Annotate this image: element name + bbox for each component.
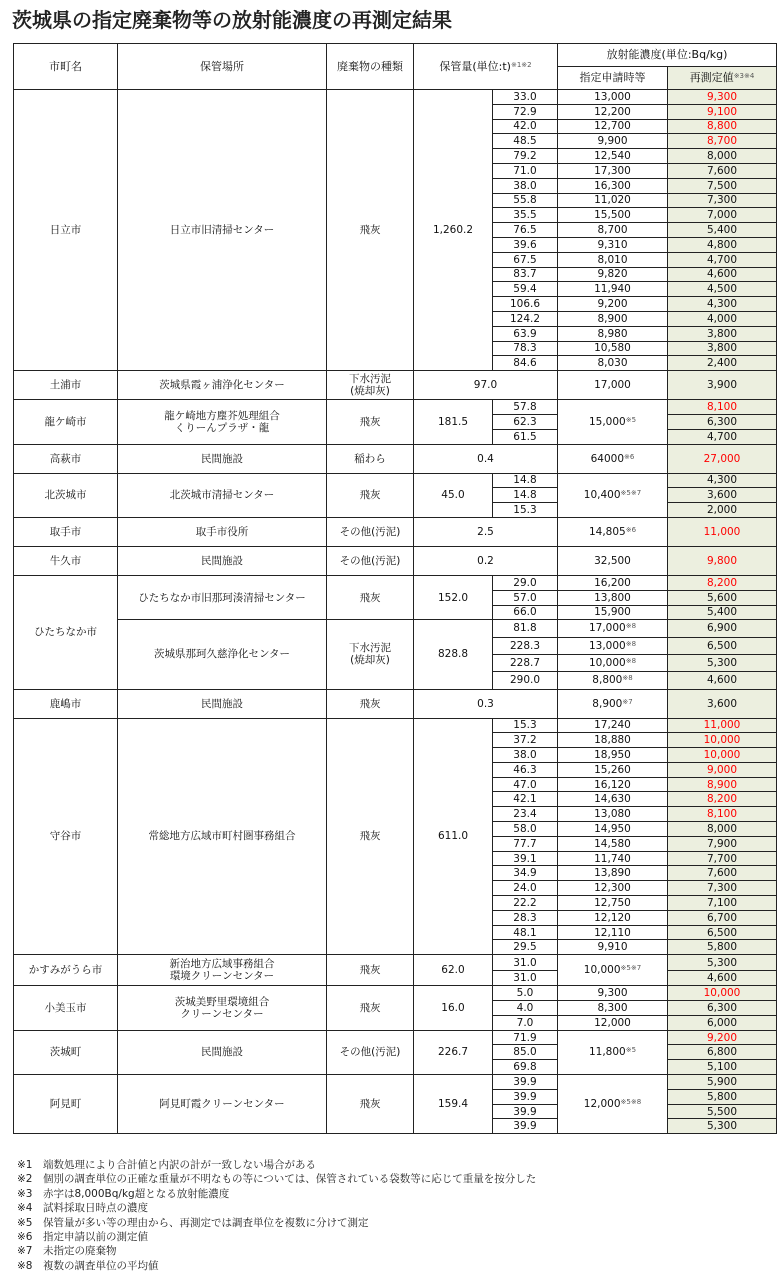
initial-value-cell: 11,800$^{※5}$ [558,1030,668,1074]
place-cell: 日立市旧清掃センター [118,90,327,371]
footnote: ※8 複数の調査単位の平均値 [17,1259,159,1272]
table-row [14,1075,777,1090]
municipality-cell: 鹿嶋市 [14,689,118,718]
initial-value-cell: 17,240 [558,718,668,733]
table-body [14,90,777,1134]
waste-type-cell: その他(汚泥) [327,517,414,546]
amount-unit-cell: 22.2 [493,896,558,911]
initial-value-cell: 10,580 [558,341,668,356]
place-cell: 茨城美野里環境組合 クリーンセンター [118,986,327,1030]
footnote-ref: ※6 [624,452,635,461]
waste-type-cell: 飛灰 [327,575,414,619]
initial-value-cell: 12,750 [558,896,668,911]
header-remeasured [668,67,777,90]
amount-unit-cell: 71.0 [493,163,558,178]
amount-unit-cell: 72.9 [493,104,558,119]
remeasured-value-cell: 7,600 [668,163,777,178]
amount-total-cell: 159.4 [414,1075,493,1134]
amount-unit-cell: 61.5 [493,429,558,444]
remeasured-value-cell: 9,200 [668,1030,777,1045]
initial-value-cell: 8,900 [558,311,668,326]
amount-unit-cell: 39.9 [493,1119,558,1134]
initial-value-cell: 8,030 [558,356,668,371]
header-amount-note: ※1※2 [510,60,532,69]
remeasured-value-cell: 6,900 [668,620,777,637]
remeasured-value-cell: 5,300 [668,1119,777,1134]
initial-value-cell: 32,500 [558,546,668,575]
table-row [14,1030,777,1045]
municipality-cell: 高萩市 [14,444,118,473]
remeasured-value-cell: 27,000 [668,444,777,473]
initial-value-cell: 14,580 [558,836,668,851]
table-row [14,400,777,415]
footnote-ref: ※7 [622,697,633,706]
header-municipality: 市町名 [14,44,118,90]
amount-unit-cell: 78.3 [493,341,558,356]
amount-unit-cell: 37.2 [493,733,558,748]
initial-value-cell: 9,820 [558,267,668,282]
amount-unit-cell: 4.0 [493,1001,558,1016]
initial-value-cell: 11,940 [558,282,668,297]
municipality-cell: 日立市 [14,90,118,371]
header-remeasured-label: 再測定値 [689,71,734,84]
amount-unit-cell: 106.6 [493,297,558,312]
municipality-cell: 阿見町 [14,1075,118,1134]
remeasured-value-cell: 4,300 [668,473,777,488]
table-row [14,546,777,575]
amount-unit-cell: 28.3 [493,910,558,925]
place-cell: 民間施設 [118,444,327,473]
table-row [14,444,777,473]
footnote-ref: ※6 [625,525,637,534]
amount-unit-cell: 31.0 [493,955,558,971]
amount-unit-cell: 29.0 [493,575,558,590]
municipality-cell: 取手市 [14,517,118,546]
remeasured-value-cell: 8,900 [668,777,777,792]
amount-unit-cell: 85.0 [493,1045,558,1060]
initial-value-cell: 13,000$^{※8}$ [558,637,668,654]
amount-unit-cell: 38.0 [493,748,558,763]
header-amount [414,44,558,90]
amount-unit-cell: 77.7 [493,836,558,851]
waste-type-cell: その他(汚泥) [327,546,414,575]
remeasured-value-cell: 8,000 [668,149,777,164]
amount-total-cell: 226.7 [414,1030,493,1074]
amount-unit-cell: 228.3 [493,637,558,654]
amount-total-cell: 181.5 [414,400,493,444]
remeasured-value-cell: 7,300 [668,881,777,896]
place-cell: 民間施設 [118,1030,327,1074]
amount-unit-cell: 35.5 [493,208,558,223]
place-cell: 茨城県那珂久慈浄化センター [118,620,327,689]
initial-value-cell: 10,000$^{※8}$ [558,654,668,671]
amount-unit-cell: 47.0 [493,777,558,792]
amount-unit-cell: 124.2 [493,311,558,326]
place-cell: 阿見町霞クリーンセンター [118,1075,327,1134]
initial-value-cell: 9,910 [558,940,668,955]
footnote: ※4 試料採取日時点の濃度 [17,1202,148,1215]
amount-total-cell: 2.5 [414,517,558,546]
results-table [13,43,777,1134]
remeasured-value-cell: 3,600 [668,488,777,503]
amount-unit-cell: 67.5 [493,252,558,267]
place-cell: 北茨城市清掃センター [118,473,327,517]
amount-unit-cell: 39.9 [493,1075,558,1090]
remeasured-value-cell: 7,600 [668,866,777,881]
footnote: ※3 赤字は8,000Bq/kg超となる放射能濃度 [17,1187,230,1200]
table-header [14,44,777,90]
header-place: 保管場所 [118,44,327,90]
remeasured-value-cell: 9,800 [668,546,777,575]
footnotes [17,1158,536,1273]
header-initial: 指定申請時等 [558,67,668,90]
table-row [14,371,777,400]
waste-type-cell: 飛灰 [327,689,414,718]
footnote: ※5 保管量が多い等の理由から、再測定では調査単位を複数に分けて測定 [17,1216,369,1229]
amount-unit-cell: 62.3 [493,414,558,429]
remeasured-value-cell: 4,300 [668,297,777,312]
waste-type-cell: 飛灰 [327,718,414,955]
initial-value-cell: 8,010 [558,252,668,267]
initial-value-cell: 8,900$^{※7}$ [558,689,668,718]
place-cell: 常総地方広域市町村圏事務組合 [118,718,327,955]
remeasured-value-cell: 11,000 [668,517,777,546]
amount-unit-cell: 58.0 [493,822,558,837]
remeasured-value-cell: 8,200 [668,575,777,590]
initial-value-cell: 15,260 [558,762,668,777]
waste-type-cell: 下水汚泥 (焼却灰) [327,371,414,400]
amount-unit-cell: 38.0 [493,178,558,193]
remeasured-value-cell: 3,900 [668,371,777,400]
waste-type-cell: 飛灰 [327,1075,414,1134]
footnote-ref: ※8 [622,674,633,683]
amount-total-cell: 828.8 [414,620,493,689]
amount-total-cell: 16.0 [414,986,493,1030]
place-cell: 民間施設 [118,546,327,575]
remeasured-value-cell: 7,100 [668,896,777,911]
amount-total-cell: 0.4 [414,444,558,473]
remeasured-value-cell: 6,000 [668,1015,777,1030]
amount-unit-cell: 24.0 [493,881,558,896]
remeasured-value-cell: 4,600 [668,267,777,282]
amount-unit-cell: 228.7 [493,654,558,671]
footnote: ※1 端数処理により合計値と内訳の計が一致しない場合がある [17,1159,316,1171]
amount-total-cell: 0.2 [414,546,558,575]
amount-unit-cell: 66.0 [493,605,558,620]
amount-unit-cell: 31.0 [493,970,558,986]
initial-value-cell: $10,400^{※5※7}$ [558,473,668,517]
amount-unit-cell: 39.9 [493,1104,558,1119]
remeasured-value-cell: 5,800 [668,940,777,955]
waste-type-cell: 飛灰 [327,955,414,986]
municipality-cell: 茨城町 [14,1030,118,1074]
remeasured-value-cell: 5,300 [668,955,777,971]
remeasured-value-cell: 6,500 [668,637,777,654]
remeasured-value-cell: 5,800 [668,1089,777,1104]
table-row [14,620,777,637]
initial-value-cell: 16,120 [558,777,668,792]
amount-total-cell: 45.0 [414,473,493,517]
initial-value-cell: 17,000 [558,371,668,400]
waste-type-cell: 下水汚泥 (焼却灰) [327,620,414,689]
initial-value-cell: 16,200 [558,575,668,590]
footnote-ref: ※5※7 [620,489,642,498]
header-concentration: 放射能濃度(単位:Bq/kg) [558,44,777,67]
place-cell: 民間施設 [118,689,327,718]
remeasured-value-cell: 9,000 [668,762,777,777]
table-row [14,955,777,971]
initial-value-cell: 8,800$^{※8}$ [558,672,668,689]
amount-unit-cell: 29.5 [493,940,558,955]
initial-value-cell: 14,630 [558,792,668,807]
remeasured-value-cell: 8,800 [668,119,777,134]
table-row [14,986,777,1001]
footnote-ref: ※5※7 [620,964,642,973]
waste-type-cell: 稲わら [327,444,414,473]
remeasured-value-cell: 6,300 [668,1001,777,1016]
remeasured-value-cell: 5,500 [668,1104,777,1119]
initial-value-cell: 14,805$^{※6}$ [558,517,668,546]
remeasured-value-cell: 4,000 [668,311,777,326]
amount-unit-cell: 15.3 [493,503,558,518]
initial-value-cell: 15,900 [558,605,668,620]
footnote: ※2 個別の調査単位の正確な重量が不明なもの等については、保管されている袋数等に応じて重量を按分した [17,1173,537,1186]
amount-unit-cell: 39.6 [493,237,558,252]
remeasured-value-cell: 11,000 [668,718,777,733]
footnote-ref: ※5 [625,415,637,424]
page-title: 茨城県の指定廃棄物等の放射能濃度の再測定結果 [12,8,452,32]
municipality-cell: 守谷市 [14,718,118,955]
amount-unit-cell: 63.9 [493,326,558,341]
initial-value-cell: 16,300 [558,178,668,193]
remeasured-value-cell: 6,300 [668,414,777,429]
remeasured-value-cell: 10,000 [668,986,777,1001]
remeasured-value-cell: 7,300 [668,193,777,208]
footnote-ref: ※5※8 [620,1098,642,1107]
waste-type-cell: 飛灰 [327,473,414,517]
initial-value-cell: 17,300 [558,163,668,178]
remeasured-value-cell: 6,500 [668,925,777,940]
initial-value-cell: 12,540 [558,149,668,164]
municipality-cell: 小美玉市 [14,986,118,1030]
initial-value-cell: 18,880 [558,733,668,748]
amount-unit-cell: 7.0 [493,1015,558,1030]
initial-value-cell: 9,310 [558,237,668,252]
initial-value-cell: 9,900 [558,134,668,149]
waste-type-cell: 飛灰 [327,986,414,1030]
amount-unit-cell: 33.0 [493,90,558,105]
table-row [14,689,777,718]
initial-value-cell: $10,000^{※5※7}$ [558,955,668,986]
remeasured-value-cell: 3,600 [668,689,777,718]
remeasured-value-cell: 7,700 [668,851,777,866]
waste-type-cell: 飛灰 [327,90,414,371]
initial-value-cell: 9,300 [558,986,668,1001]
amount-unit-cell: 84.6 [493,356,558,371]
initial-value-cell: 12,000 [558,1015,668,1030]
waste-type-cell: 飛灰 [327,400,414,444]
place-cell: 龍ケ崎地方塵芥処理組合 くりーんプラザ・龍 [118,400,327,444]
waste-type-cell: その他(汚泥) [327,1030,414,1074]
amount-unit-cell: 39.1 [493,851,558,866]
place-cell: 茨城県霞ヶ浦浄化センター [118,371,327,400]
amount-unit-cell: 57.8 [493,400,558,415]
remeasured-value-cell: 9,100 [668,104,777,119]
remeasured-value-cell: 5,400 [668,223,777,238]
initial-value-cell: 12,200 [558,104,668,119]
remeasured-value-cell: 8,700 [668,134,777,149]
remeasured-value-cell: 4,600 [668,672,777,689]
initial-value-cell: $12,000^{※5※8}$ [558,1075,668,1134]
amount-unit-cell: 42.0 [493,119,558,134]
footnote: ※7 未指定の廃棄物 [17,1245,117,1258]
remeasured-value-cell: 9,300 [668,90,777,105]
amount-unit-cell: 57.0 [493,590,558,605]
remeasured-value-cell: 4,700 [668,429,777,444]
initial-value-cell: 15,500 [558,208,668,223]
table-row [14,575,777,590]
initial-value-cell: 13,080 [558,807,668,822]
place-cell: 新治地方広域事務組合 環境クリーンセンター [118,955,327,986]
footnote-ref: ※8 [625,639,637,648]
initial-value-cell: 8,700 [558,223,668,238]
municipality-cell: ひたちなか市 [14,575,118,689]
remeasured-value-cell: 6,700 [668,910,777,925]
initial-value-cell: 12,300 [558,881,668,896]
initial-value-cell: 8,980 [558,326,668,341]
initial-value-cell: 9,200 [558,297,668,312]
amount-unit-cell: 81.8 [493,620,558,637]
remeasured-value-cell: 8,000 [668,822,777,837]
amount-unit-cell: 23.4 [493,807,558,822]
municipality-cell: 龍ケ崎市 [14,400,118,444]
remeasured-value-cell: 5,300 [668,654,777,671]
table-row [14,90,777,105]
remeasured-value-cell: 5,100 [668,1060,777,1075]
initial-value-cell: 13,890 [558,866,668,881]
amount-total-cell: 1,260.2 [414,90,493,371]
amount-total-cell: 152.0 [414,575,493,619]
amount-unit-cell: 48.1 [493,925,558,940]
amount-unit-cell: 15.3 [493,718,558,733]
amount-unit-cell: 69.8 [493,1060,558,1075]
amount-unit-cell: 76.5 [493,223,558,238]
amount-total-cell: 611.0 [414,718,493,955]
remeasured-value-cell: 4,800 [668,237,777,252]
remeasured-value-cell: 7,500 [668,178,777,193]
amount-unit-cell: 5.0 [493,986,558,1001]
initial-value-cell: 18,950 [558,748,668,763]
remeasured-value-cell: 4,600 [668,970,777,986]
initial-value-cell: 12,110 [558,925,668,940]
initial-value-cell: 11,740 [558,851,668,866]
initial-value-cell: 12,120 [558,910,668,925]
header-waste-type: 廃棄物の種類 [327,44,414,90]
table-row [14,517,777,546]
amount-unit-cell: 14.8 [493,473,558,488]
remeasured-value-cell: 5,400 [668,605,777,620]
remeasured-value-cell: 8,100 [668,807,777,822]
remeasured-value-cell: 7,900 [668,836,777,851]
amount-unit-cell: 42.1 [493,792,558,807]
remeasured-value-cell: 8,200 [668,792,777,807]
remeasured-value-cell: 4,500 [668,282,777,297]
municipality-cell: 土浦市 [14,371,118,400]
table-row [14,718,777,733]
remeasured-value-cell: 5,600 [668,590,777,605]
initial-value-cell: 13,800 [558,590,668,605]
footnote-ref: ※5 [625,1046,637,1055]
remeasured-value-cell: 5,900 [668,1075,777,1090]
remeasured-value-cell: 2,000 [668,503,777,518]
initial-value-cell: 17,000$^{※8}$ [558,620,668,637]
municipality-cell: 牛久市 [14,546,118,575]
remeasured-value-cell: 4,700 [668,252,777,267]
amount-total-cell: 97.0 [414,371,558,400]
footnote-ref: ※8 [625,657,637,666]
header-remeasured-note: ※3※4 [733,72,755,80]
place-cell: ひたちなか市旧那珂湊清掃センター [118,575,327,619]
initial-value-cell: 14,950 [558,822,668,837]
initial-value-cell: 11,020 [558,193,668,208]
amount-total-cell: 0.3 [414,689,558,718]
amount-unit-cell: 83.7 [493,267,558,282]
amount-unit-cell: 71.9 [493,1030,558,1045]
amount-unit-cell: 39.9 [493,1089,558,1104]
municipality-cell: かすみがうら市 [14,955,118,986]
remeasured-value-cell: 2,400 [668,356,777,371]
amount-unit-cell: 59.4 [493,282,558,297]
amount-unit-cell: 34.9 [493,866,558,881]
amount-total-cell: 62.0 [414,955,493,986]
table-row [14,473,777,488]
amount-unit-cell: 290.0 [493,672,558,689]
place-cell: 取手市役所 [118,517,327,546]
remeasured-value-cell: 3,800 [668,341,777,356]
header-amount-label: 保管量(単位:t) [439,59,511,73]
amount-unit-cell: 14.8 [493,488,558,503]
remeasured-value-cell: 8,100 [668,400,777,415]
remeasured-value-cell: 7,000 [668,208,777,223]
amount-unit-cell: 79.2 [493,149,558,164]
footnote-ref: ※8 [625,622,637,631]
initial-value-cell: 13,000 [558,90,668,105]
remeasured-value-cell: 3,800 [668,326,777,341]
remeasured-value-cell: 10,000 [668,748,777,763]
amount-unit-cell: 55.8 [493,193,558,208]
footnote: ※6 指定申請以前の測定値 [17,1231,148,1244]
remeasured-value-cell: 10,000 [668,733,777,748]
amount-unit-cell: 48.5 [493,134,558,149]
remeasured-value-cell: 6,800 [668,1045,777,1060]
initial-value-cell: 64000$^{※6}$ [558,444,668,473]
initial-value-cell: 8,300 [558,1001,668,1016]
initial-value-cell: 15,000$^{※5}$ [558,400,668,444]
municipality-cell: 北茨城市 [14,473,118,517]
amount-unit-cell: 46.3 [493,762,558,777]
initial-value-cell: 12,700 [558,119,668,134]
